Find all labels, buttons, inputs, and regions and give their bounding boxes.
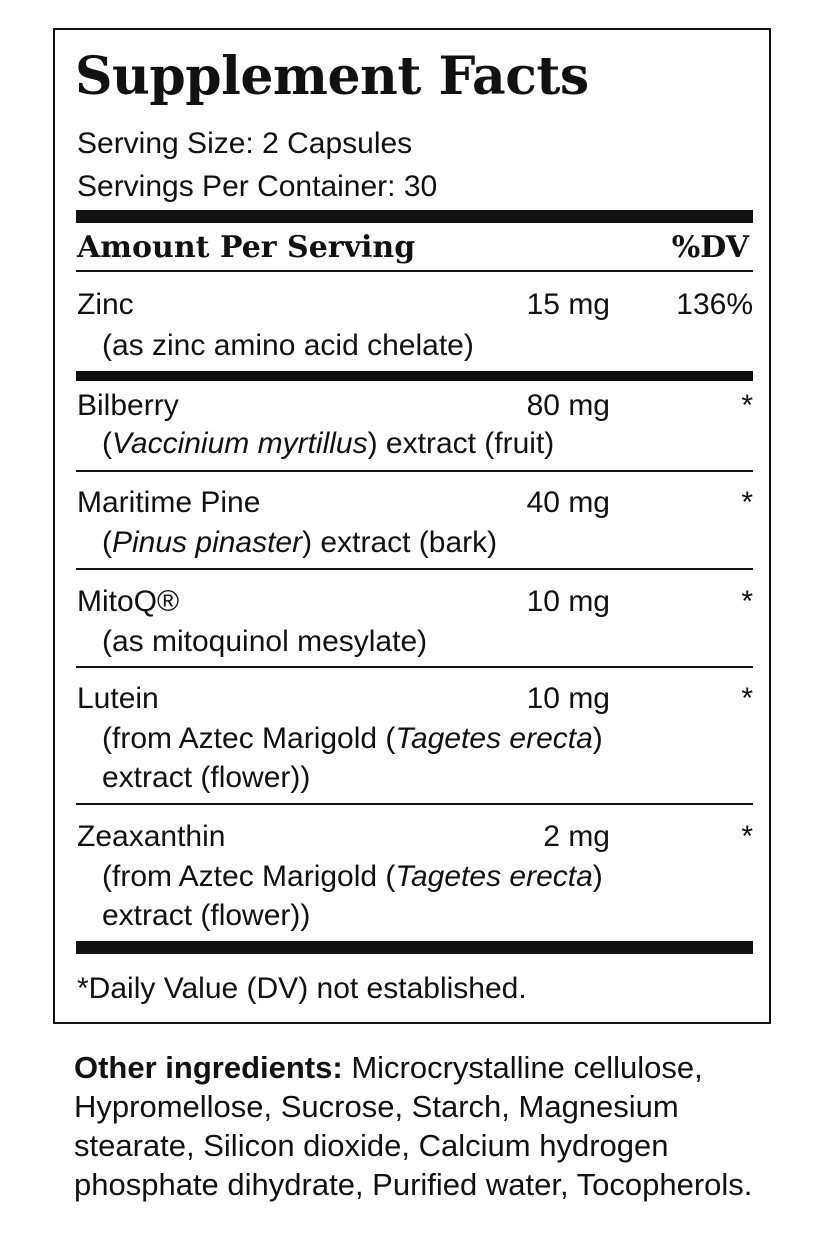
ingredient-amount: 2 mg xyxy=(543,820,610,853)
ingredient-description-cont: extract (flower)) xyxy=(102,761,311,794)
ingredient-dv: 136% xyxy=(676,288,753,321)
ingredient-name: Zeaxanthin xyxy=(77,820,226,853)
ingredient-description: (Vaccinium myrtillus) extract (fruit) xyxy=(102,427,555,460)
dv-footnote: *Daily Value (DV) not established. xyxy=(77,972,527,1005)
divider-thin xyxy=(76,270,753,272)
ingredient-description: (from Aztec Marigold (Tagetes erecta) xyxy=(102,860,603,893)
divider-thin xyxy=(76,568,753,570)
other-ingredients xyxy=(74,1048,774,1204)
ingredient-amount: 40 mg xyxy=(526,486,610,519)
serving-size: Serving Size: 2 Capsules xyxy=(77,127,413,160)
ingredient-amount: 80 mg xyxy=(526,389,610,422)
divider-thick xyxy=(76,210,753,223)
servings-per-container: Servings Per Container: 30 xyxy=(77,170,438,203)
ingredient-name: Bilberry xyxy=(77,389,179,422)
ingredient-dv: * xyxy=(741,486,753,519)
ingredient-description: (as zinc amino acid chelate) xyxy=(102,329,474,362)
ingredient-name: Zinc xyxy=(77,288,134,321)
other-ingredients-text: Microcrystalline cellulose, Hypromellose, Sucrose, Starch, Magnesium stearate, Silicon dioxide, Calcium hydrogen phosphate dihydrate, Purified water, Tocopherols. xyxy=(74,1050,753,1202)
divider-thin xyxy=(76,470,753,472)
ingredient-dv: * xyxy=(741,389,753,422)
ingredient-description: (Pinus pinaster) extract (bark) xyxy=(102,526,498,559)
ingredient-amount: 15 mg xyxy=(526,288,610,321)
ingredient-amount: 10 mg xyxy=(526,585,610,618)
ingredient-dv: * xyxy=(741,585,753,618)
ingredient-description: (as mitoquinol mesylate) xyxy=(102,625,428,658)
divider-thin xyxy=(76,666,753,668)
divider-thick xyxy=(76,941,753,954)
dv-header: %DV xyxy=(671,230,749,265)
divider-thin xyxy=(76,803,753,805)
ingredient-description-cont: extract (flower)) xyxy=(102,899,311,932)
other-ingredients-label: Other ingredients: xyxy=(74,1050,343,1085)
ingredient-name: Maritime Pine xyxy=(77,486,261,519)
divider-medium xyxy=(76,371,753,381)
ingredient-name: Lutein xyxy=(77,682,159,715)
ingredient-amount: 10 mg xyxy=(526,682,610,715)
ingredient-dv: * xyxy=(741,682,753,715)
ingredient-description: (from Aztec Marigold (Tagetes erecta) xyxy=(102,722,603,755)
panel-title: Supplement Facts xyxy=(75,46,589,107)
amount-per-serving-header: Amount Per Serving xyxy=(77,230,416,265)
supplement-facts-panel xyxy=(53,28,771,1024)
ingredient-dv: * xyxy=(741,820,753,853)
ingredient-name: MitoQ® xyxy=(77,585,180,618)
